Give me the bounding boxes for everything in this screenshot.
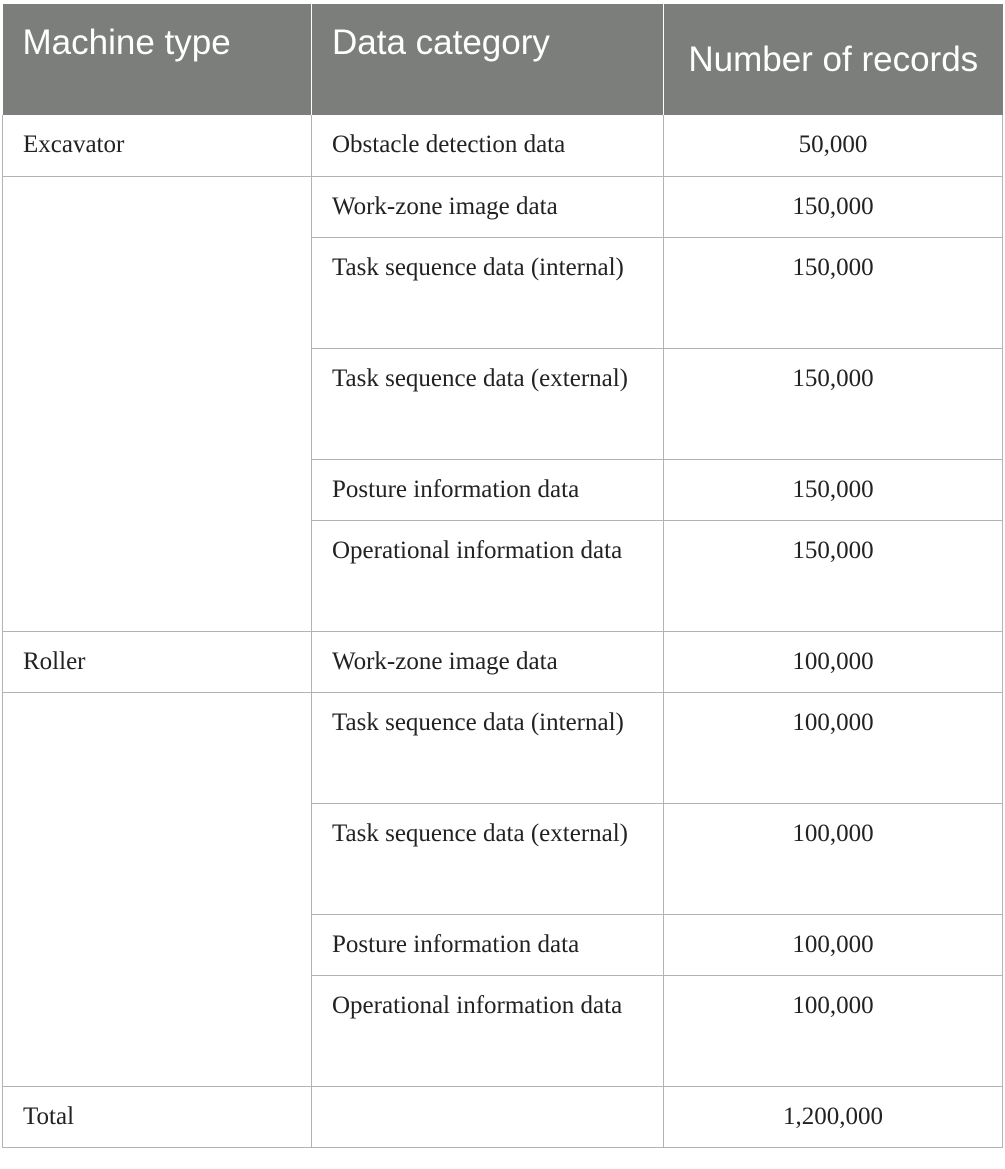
table-row [3, 631, 1003, 692]
cell-total-label: Total [3, 1086, 312, 1147]
cell-number-of-records: 100,000 [664, 631, 1003, 692]
table-header [3, 4, 1003, 115]
cell-data-category: Task sequence data (external) [312, 348, 664, 459]
cell-data-category: Operational information data [312, 975, 664, 1086]
cell-data-category: Task sequence data (internal) [312, 692, 664, 803]
table-row [3, 176, 1003, 237]
cell-data-category-empty [312, 1086, 664, 1147]
cell-number-of-records: 100,000 [664, 975, 1003, 1086]
cell-machine-type-empty [3, 176, 312, 631]
cell-number-of-records: 150,000 [664, 520, 1003, 631]
records-table [2, 4, 1003, 1148]
cell-number-of-records: 100,000 [664, 803, 1003, 914]
cell-data-category: Task sequence data (internal) [312, 237, 664, 348]
cell-number-of-records: 50,000 [664, 115, 1003, 176]
cell-data-category: Posture information data [312, 914, 664, 975]
cell-number-of-records: 100,000 [664, 692, 1003, 803]
cell-machine-type: Excavator [3, 115, 312, 176]
cell-data-category: Operational information data [312, 520, 664, 631]
cell-number-of-records: 150,000 [664, 459, 1003, 520]
header-number-of-records: Number of records [664, 4, 1003, 115]
cell-number-of-records: 150,000 [664, 176, 1003, 237]
table-row [3, 692, 1003, 803]
cell-total-records: 1,200,000 [664, 1086, 1003, 1147]
cell-machine-type: Roller [3, 631, 312, 692]
cell-number-of-records: 150,000 [664, 237, 1003, 348]
cell-number-of-records: 100,000 [664, 914, 1003, 975]
cell-data-category: Obstacle detection data [312, 115, 664, 176]
cell-data-category: Work-zone image data [312, 631, 664, 692]
cell-machine-type-empty [3, 692, 312, 1086]
cell-data-category: Work-zone image data [312, 176, 664, 237]
cell-number-of-records: 150,000 [664, 348, 1003, 459]
header-data-category: Data category [312, 4, 664, 115]
cell-data-category: Posture information data [312, 459, 664, 520]
cell-data-category: Task sequence data (external) [312, 803, 664, 914]
table-row [3, 115, 1003, 176]
table-row-total [3, 1086, 1003, 1147]
header-machine-type: Machine type [3, 4, 312, 115]
table-body [3, 115, 1003, 1147]
